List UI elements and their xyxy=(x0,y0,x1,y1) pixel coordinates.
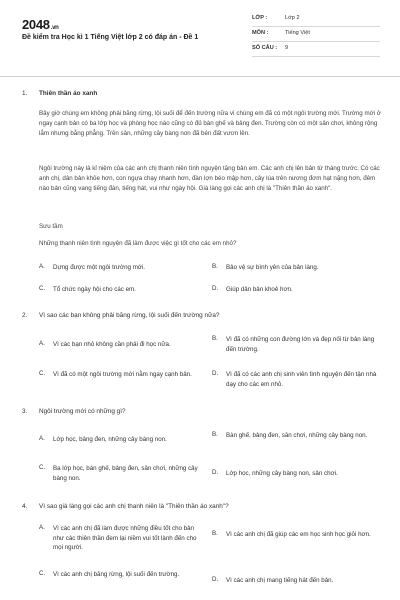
option-letter: B. xyxy=(212,335,218,342)
option-b[interactable] xyxy=(212,530,382,540)
question-number: 3. xyxy=(22,408,28,415)
option-letter: D. xyxy=(212,469,219,476)
option-text: Vì các anh chị băng rừng, lội suối đến trường. xyxy=(53,571,180,578)
site-logo[interactable] xyxy=(22,16,59,34)
option-letter: C. xyxy=(39,370,46,377)
question-text: Ngôi trường mới có những gì? xyxy=(39,408,126,415)
option-text: Vì các anh chị đã làm được những điều tốt cho bản như các thiên thần đem lại niềm vui tốt lành đến cho mọi người. xyxy=(53,525,197,552)
option-d[interactable] xyxy=(212,285,382,295)
logo-suffix: .vn xyxy=(50,25,59,31)
option-letter: A. xyxy=(39,524,45,531)
option-a[interactable] xyxy=(39,524,204,553)
passage-source: Sưu tầm xyxy=(39,223,63,230)
meta-key: LỚP : xyxy=(252,15,268,22)
option-text: Lớp học, bảng đen, những cây bàng non. xyxy=(53,436,167,443)
option-letter: D. xyxy=(212,370,219,377)
option-text: Ba lớp học, bàn ghế, bảng đen, sân chơi, những cây bàng non. xyxy=(53,465,198,482)
passage-paragraph-1: Bây giờ chúng em không phải băng rừng, lội suối để đến trường nữa vì chúng em đã có một ngôi trường mới. Trường mới ở ngay cạnh bản có ba lớp học và phòng học nào cũng có đủ bàn ghế và bảng đen. Trường còn có một sân chơi, không rộng lắm nhưng bằng phẳng. Trên sân, những cây bàng non đã bén đất vươn lên. xyxy=(39,110,381,137)
option-letter: C. xyxy=(39,570,46,577)
question-text: Vì sao các bạn không phải băng rừng, lội suối đến trường nữa? xyxy=(39,312,220,319)
document-title: Đề kiểm tra Học kì 1 Tiếng Việt lớp 2 có đáp án - Đề 1 xyxy=(22,34,199,41)
option-text: Bàn ghế, bảng đen, sân chơi, những cây bàng non. xyxy=(226,432,368,439)
option-letter: B. xyxy=(212,431,218,438)
question-number: 1. xyxy=(22,90,28,97)
option-text: Lớp học, những cây bàng non, sân chơi. xyxy=(226,470,338,477)
meta-row-subject xyxy=(252,27,380,42)
option-a[interactable] xyxy=(39,435,204,445)
option-text: Vì các anh chị mang tiếng hát đến bản. xyxy=(226,577,334,584)
option-letter: D. xyxy=(212,285,219,292)
option-c[interactable] xyxy=(39,370,204,380)
option-text: Vì đã có một ngôi trường mới nằm ngay cạnh bản. xyxy=(53,371,192,378)
meta-key: MÔN : xyxy=(252,30,269,37)
option-text: Vì đã có các anh chị sinh viên tình nguyện đến tận nhà dạy cho các em nhỏ. xyxy=(226,371,377,388)
option-text: Vì các anh chị đã giúp các em học sinh học giỏi hơn. xyxy=(226,531,371,538)
passage-paragraph-2: Ngôi trường này là kỉ niệm của các anh chị thanh niên tình nguyện tặng bản em. Các anh chị lên bản từ tháng trước. Có các anh chị, dân bản khỏe hơn, con ngựa chạy nhanh hơn, đàn lợn béo mập hơn, cây lúa trên nương đơm hạt nặng hơn, đêm nào bản cũng vang tiếng đàn, tiếng hát, vui như ngày hội. Già làng gọi các anh chị là "Thiên thần áo xanh". xyxy=(39,165,380,192)
meta-row-count xyxy=(252,42,380,57)
option-c[interactable] xyxy=(39,464,204,483)
option-a[interactable] xyxy=(39,340,204,350)
option-letter: A. xyxy=(39,263,45,270)
passage-title: Thiên thần áo xanh xyxy=(39,90,98,97)
option-letter: C. xyxy=(39,285,46,292)
option-text: Giúp dân bản khoẻ hơn. xyxy=(226,286,293,293)
meta-value: Tiếng Việt xyxy=(285,30,310,37)
option-d[interactable] xyxy=(212,576,382,586)
question-number: 4. xyxy=(22,503,28,510)
meta-table xyxy=(252,12,380,57)
question-text: Những thanh niên tình nguyện đã làm được việc gì tốt cho các em nhỏ? xyxy=(39,240,237,247)
option-c[interactable] xyxy=(39,570,204,580)
option-b[interactable] xyxy=(212,431,382,441)
header-divider xyxy=(0,76,400,77)
option-text: Vì đã có những con đường lớn và đẹp nối từ bản làng đến trường. xyxy=(226,336,375,353)
option-letter: D. xyxy=(212,576,219,583)
option-text: Vì các bạn nhỏ không cần phải đi học nữa. xyxy=(53,341,171,348)
option-b[interactable] xyxy=(212,335,382,354)
option-c[interactable] xyxy=(39,285,199,295)
option-letter: C. xyxy=(39,464,46,471)
option-a[interactable] xyxy=(39,263,199,273)
logo-main: 2048 xyxy=(22,17,50,32)
option-text: Dựng được một ngôi trường mới. xyxy=(53,264,146,271)
meta-value: Lớp 2 xyxy=(285,15,300,22)
option-b[interactable] xyxy=(212,263,382,273)
meta-value: 9 xyxy=(285,45,289,52)
option-d[interactable] xyxy=(212,469,382,479)
meta-row-class xyxy=(252,12,380,27)
question-number: 2. xyxy=(22,312,28,319)
page-header xyxy=(0,0,400,72)
option-d[interactable] xyxy=(212,370,382,389)
option-letter: A. xyxy=(39,340,45,347)
meta-key: SỐ CÂU : xyxy=(252,45,278,52)
option-letter: B. xyxy=(212,263,218,270)
option-text: Tổ chức ngày hội cho các em. xyxy=(53,286,136,293)
question-text: Vì sao già làng gọi các anh chị thanh niên là "Thiên thần áo xanh"? xyxy=(39,503,229,510)
option-text: Bảo vệ sự bình yên của bản làng. xyxy=(226,264,319,271)
option-letter: B. xyxy=(212,530,218,537)
option-letter: A. xyxy=(39,435,45,442)
